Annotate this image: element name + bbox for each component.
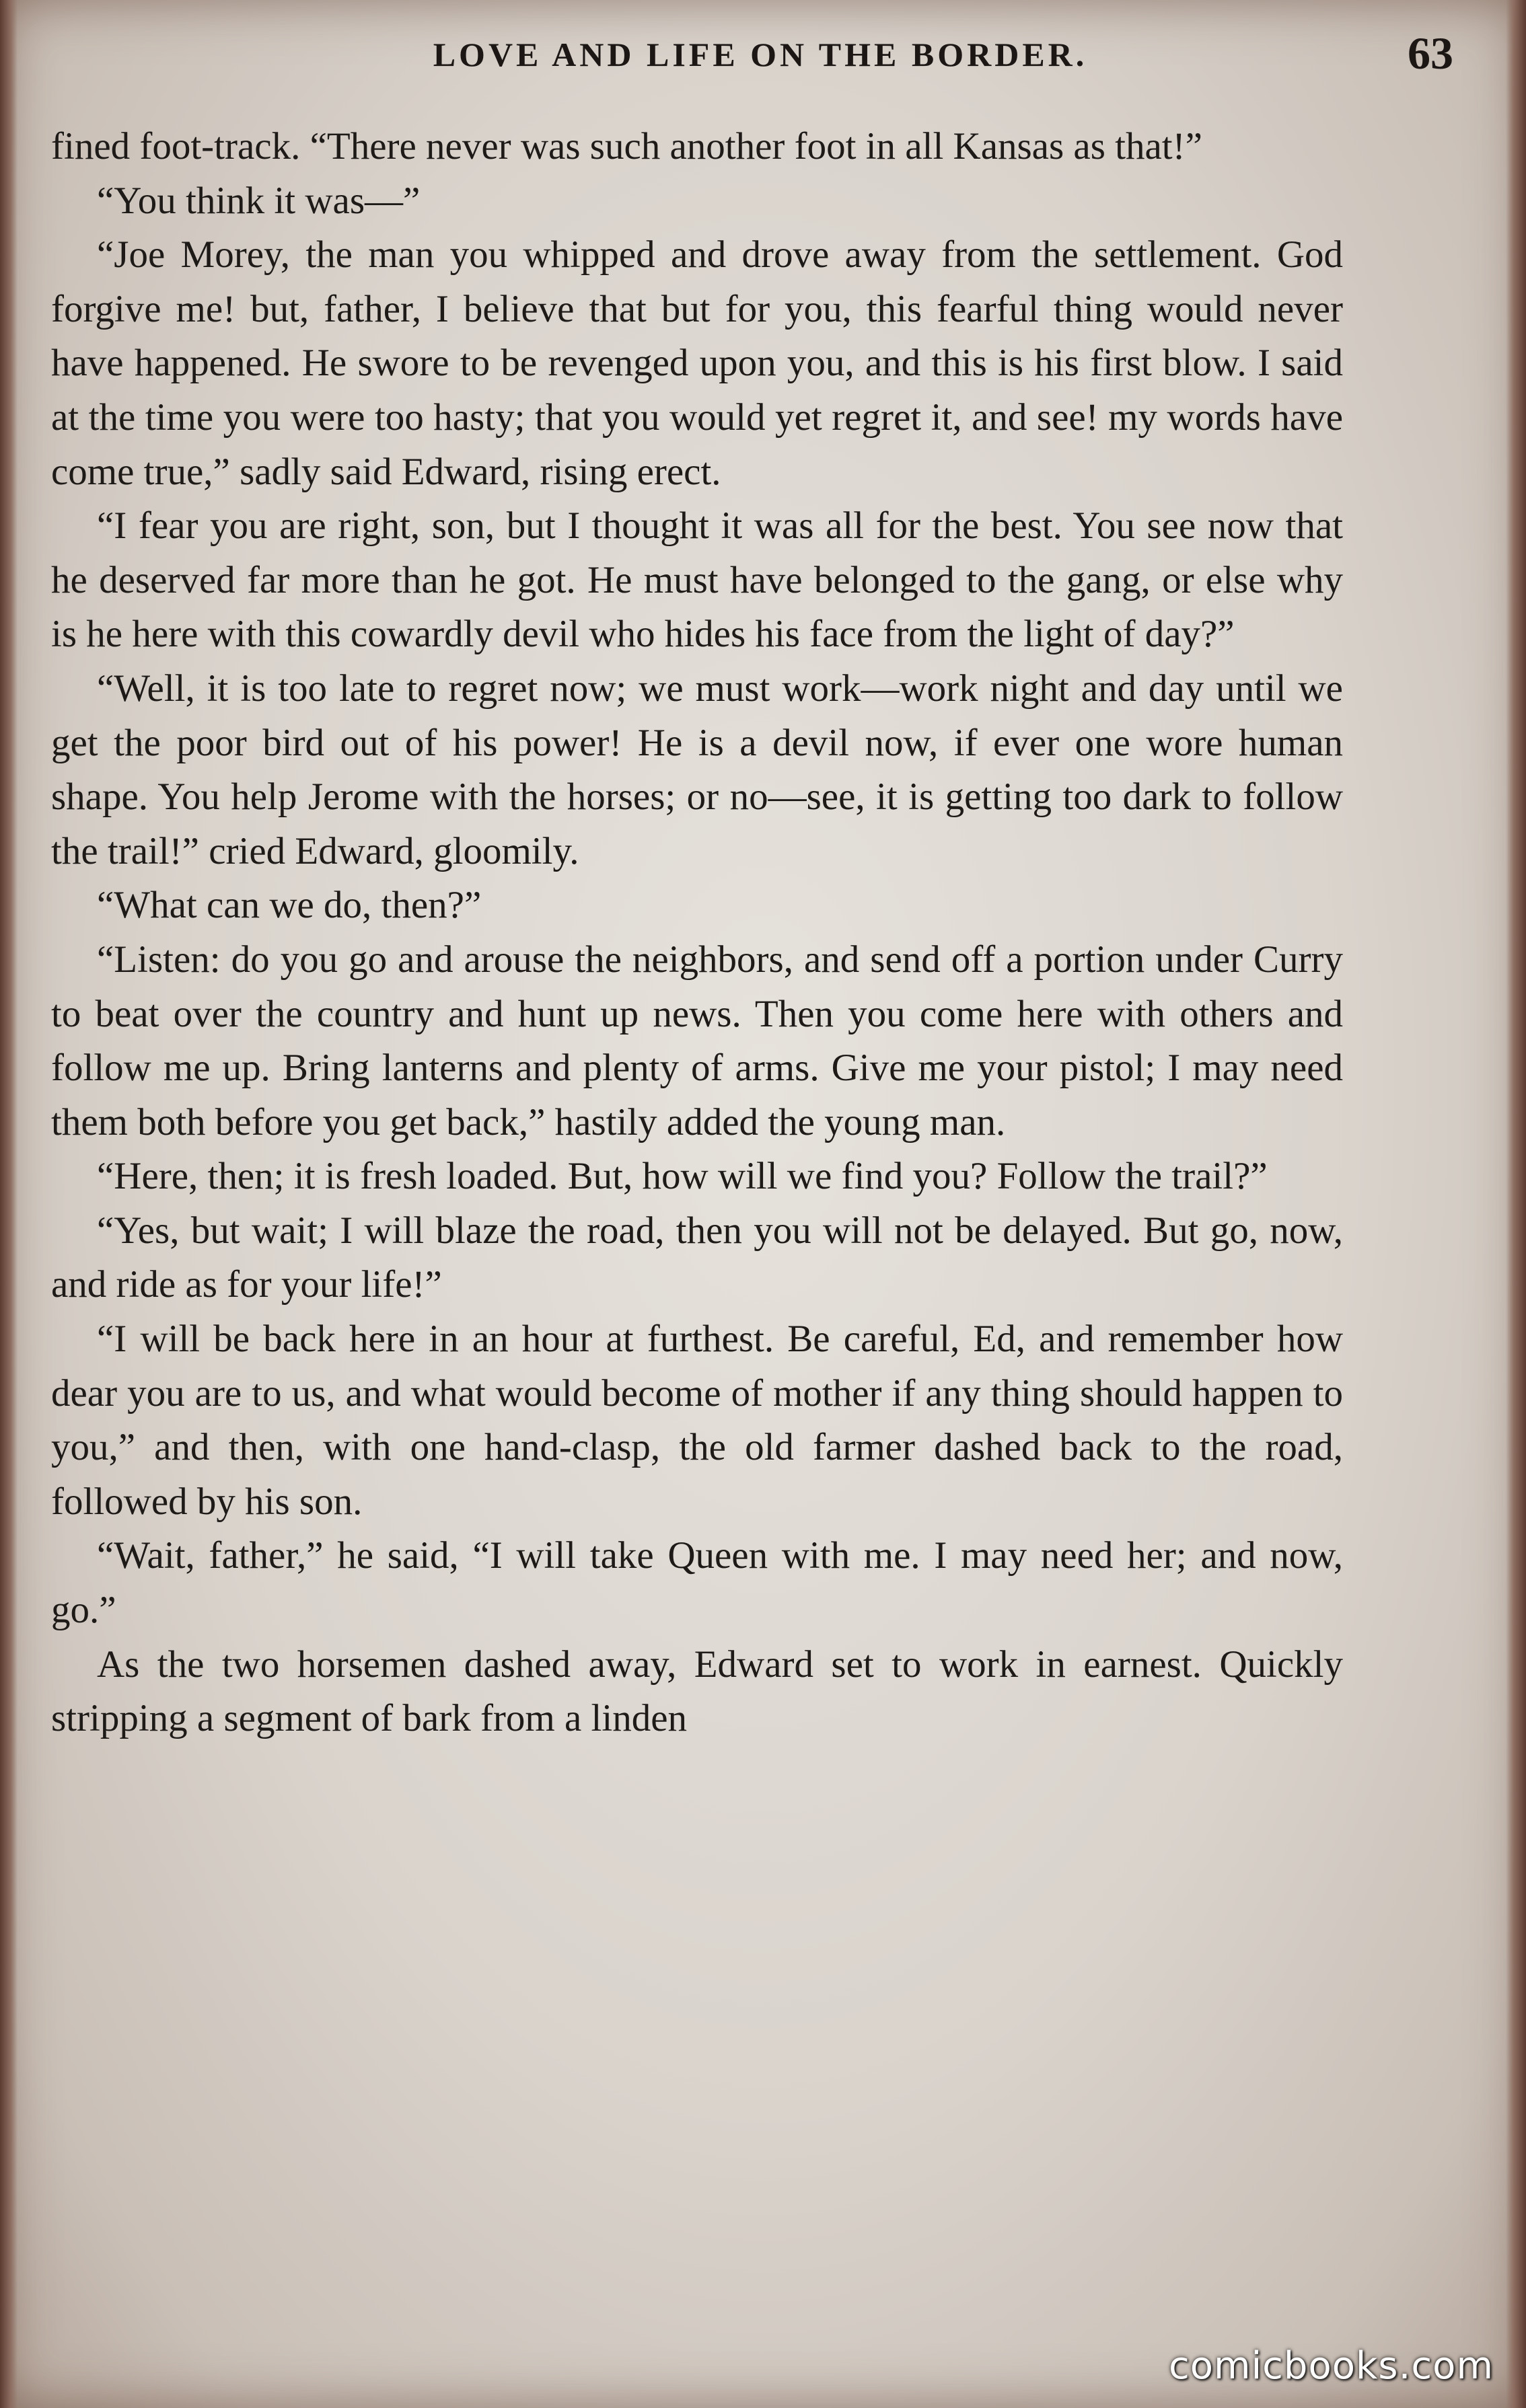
page-edge-left: [0, 0, 17, 2408]
body-text: [51, 120, 1343, 1746]
watermark: comicbooks.com: [1168, 2344, 1494, 2388]
paragraph: “Yes, but wait; I will blaze the road, then you will not be delayed. But go, now, and ride as for your life!”: [51, 1209, 1343, 1306]
paragraph: “I fear you are right, son, but I thought it was all for the best. You see now that he deserved far more than he got. He must have belonged to the gang, or else why is he here with this cowardly devil who hides his face from the light of day?”: [51, 504, 1343, 656]
paragraph: “Here, then; it is fresh loaded. But, how will we find you? Follow the trail?”: [97, 1155, 1268, 1198]
paragraph: fined foot-track. “There never was such another foot in all Kansas as that!”: [51, 125, 1202, 167]
paragraph: “Joe Morey, the man you whipped and drove away from the settlement. God forgive me! but, father, I believe that but for you, this fearful thing would never have happened. He swore to be revenged upon you, and this is his first blow. I said at the time you were too hasty; that you would yet regret it, and see! my words have come true,” sadly said Edward, rising erect.: [51, 233, 1343, 493]
paragraph: “You think it was—”: [97, 179, 421, 222]
paragraph: “Well, it is too late to regret now; we must work—work night and day until we get the poor bird out of his power! He is a devil now, if ever one wore human shape. You help Jerome with the horses; or no—see, it is getting too dark to follow the trail!” cried Edward, gloomily.: [51, 667, 1343, 872]
paragraph: “What can we do, then?”: [97, 884, 482, 927]
page-edge-right: [1506, 0, 1526, 2408]
paragraph: “Listen: do you go and arouse the neighbors, and send off a portion under Curry to beat over the country and hunt up news. Then you come here with others and follow me up. Bring lanterns and plenty of arms. Give me your pistol; I may need them both before you get back,” hastily added the young man.: [51, 938, 1343, 1143]
paragraph: “I will be back here in an hour at furthest. Be careful, Ed, and remember how dear you are to us, and what would become of mother if any thing should happen to you,” and then, with one hand-clasp, the old farmer dashed back to the road, followed by his son.: [51, 1318, 1343, 1523]
page-header: [54, 27, 1467, 101]
running-head: LOVE AND LIFE ON THE BORDER.: [433, 36, 1088, 73]
paragraph: “Wait, father,” he said, “I will take Queen with me. I may need her; and now, go.”: [51, 1534, 1343, 1632]
page-number: 63: [1408, 28, 1453, 79]
paragraph: As the two horsemen dashed away, Edward set to work in earnest. Quickly stripping a segment of bark from a linden: [51, 1643, 1343, 1740]
